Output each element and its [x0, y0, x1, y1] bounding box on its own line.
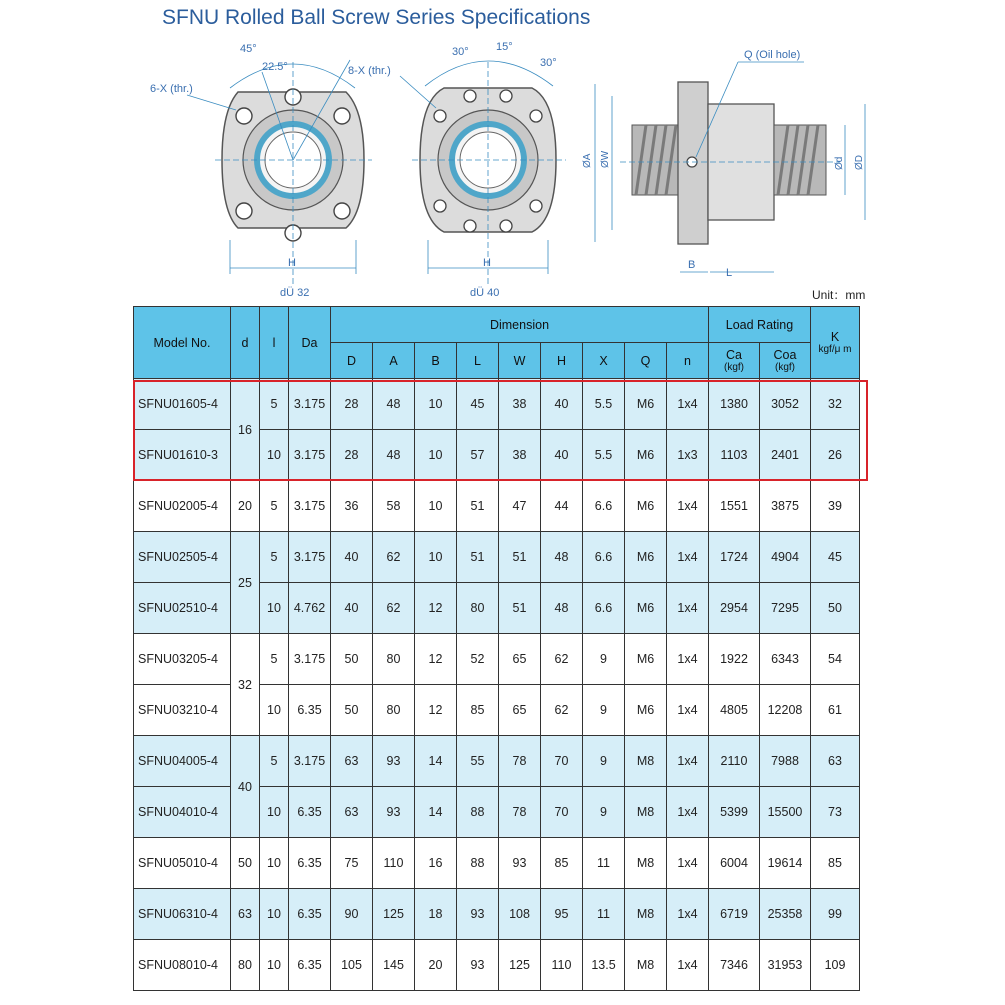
cell-x: 9: [583, 685, 625, 736]
dia-a-label: ØA: [582, 153, 593, 168]
cell-k: 61: [811, 685, 860, 736]
cell-d: 50: [331, 634, 373, 685]
cell-b: 12: [415, 685, 457, 736]
cell-l: 10: [260, 583, 289, 634]
cell-k: 73: [811, 787, 860, 838]
cell-coa: 7295: [760, 583, 811, 634]
header-dim-X: X: [583, 343, 625, 379]
header-load-rating: Load Rating: [709, 307, 811, 343]
cell-coa: 12208: [760, 685, 811, 736]
cell-n: 1x4: [667, 838, 709, 889]
cell-ca: 1551: [709, 481, 760, 532]
cell-q: M8: [625, 940, 667, 991]
cell-l: 88: [457, 838, 499, 889]
cell-da: 4.762: [289, 583, 331, 634]
cell-k: 109: [811, 940, 860, 991]
cell-b: 14: [415, 787, 457, 838]
header-dim-n: n: [667, 343, 709, 379]
cell-da: 3.175: [289, 736, 331, 787]
cell-ca: 2954: [709, 583, 760, 634]
cell-k: 99: [811, 889, 860, 940]
cell-ca: 1380: [709, 379, 760, 430]
cell-l: 51: [457, 481, 499, 532]
cell-x: 9: [583, 634, 625, 685]
cell-k: 85: [811, 838, 860, 889]
table-row: [134, 379, 860, 430]
cell-h: 48: [541, 583, 583, 634]
cell-n: 1x4: [667, 736, 709, 787]
cell-model: SFNU02505-4: [134, 532, 231, 583]
cell-l: 5: [260, 736, 289, 787]
cell-l: 51: [457, 532, 499, 583]
table-row: [134, 838, 860, 889]
header-k: [811, 307, 860, 379]
header-ca: [709, 343, 760, 379]
cell-coa: 6343: [760, 634, 811, 685]
cell-da: 3.175: [289, 481, 331, 532]
cell-q: M8: [625, 889, 667, 940]
cell-q: M8: [625, 736, 667, 787]
cell-n: 1x3: [667, 430, 709, 481]
cell-w: 78: [499, 736, 541, 787]
table-row: [134, 481, 860, 532]
cell-b: 10: [415, 481, 457, 532]
table-row: [134, 940, 860, 991]
flange-6-hole-view: [150, 43, 372, 299]
cell-l: 10: [260, 838, 289, 889]
cell-x: 6.6: [583, 583, 625, 634]
cell-model: SFNU02510-4: [134, 583, 231, 634]
header-dim-A: A: [373, 343, 415, 379]
cell-model: SFNU03210-4: [134, 685, 231, 736]
cell-l: 57: [457, 430, 499, 481]
cell-l: 93: [457, 940, 499, 991]
angle-label-22: 22.5°: [262, 61, 288, 73]
header-coa: [760, 343, 811, 379]
cell-l: 85: [457, 685, 499, 736]
header-d: d: [231, 307, 260, 379]
header-row-1: [134, 307, 860, 343]
cell-k: 39: [811, 481, 860, 532]
cell-b: 12: [415, 634, 457, 685]
cell-a: 58: [373, 481, 415, 532]
cell-d: 36: [331, 481, 373, 532]
cell-da: 6.35: [289, 685, 331, 736]
cell-coa: 7988: [760, 736, 811, 787]
cell-h: 62: [541, 685, 583, 736]
cell-w: 51: [499, 583, 541, 634]
cell-ca: 1103: [709, 430, 760, 481]
technical-drawing: [0, 32, 1005, 300]
cell-l: 10: [260, 430, 289, 481]
spec-table: [133, 306, 860, 991]
cell-d: 75: [331, 838, 373, 889]
angle-label-30b: 30°: [540, 57, 557, 69]
cell-da: 6.35: [289, 889, 331, 940]
cell-l: 10: [260, 940, 289, 991]
cell-da: 6.35: [289, 838, 331, 889]
cell-d: 25: [231, 532, 260, 634]
cell-h: 62: [541, 634, 583, 685]
cell-a: 48: [373, 379, 415, 430]
cell-d: 80: [231, 940, 260, 991]
angle-label-30a: 30°: [452, 46, 469, 58]
cell-q: M6: [625, 430, 667, 481]
cell-a: 93: [373, 736, 415, 787]
header-dim-Q: Q: [625, 343, 667, 379]
cell-q: M6: [625, 532, 667, 583]
cell-l: 5: [260, 379, 289, 430]
cell-q: M6: [625, 634, 667, 685]
cell-n: 1x4: [667, 583, 709, 634]
cell-d: 90: [331, 889, 373, 940]
cell-b: 10: [415, 379, 457, 430]
cell-n: 1x4: [667, 685, 709, 736]
cell-b: 18: [415, 889, 457, 940]
cell-ca: 7346: [709, 940, 760, 991]
cell-coa: 15500: [760, 787, 811, 838]
header-dim-B: B: [415, 343, 457, 379]
cell-d: 105: [331, 940, 373, 991]
cell-h: 85: [541, 838, 583, 889]
cell-l: 45: [457, 379, 499, 430]
cell-l: 10: [260, 889, 289, 940]
cell-k: 54: [811, 634, 860, 685]
cell-l: 10: [260, 685, 289, 736]
cell-k: 45: [811, 532, 860, 583]
cell-model: SFNU04010-4: [134, 787, 231, 838]
cell-da: 3.175: [289, 430, 331, 481]
header-model: Model No.: [134, 307, 231, 379]
cell-b: 12: [415, 583, 457, 634]
cell-x: 11: [583, 838, 625, 889]
cell-da: 3.175: [289, 379, 331, 430]
cell-l: 5: [260, 481, 289, 532]
cell-model: SFNU01605-4: [134, 379, 231, 430]
cell-d: 28: [331, 379, 373, 430]
cell-d: 63: [331, 787, 373, 838]
holes-label-6: 6-X (thr.): [150, 83, 193, 95]
cell-w: 38: [499, 379, 541, 430]
header-dim-H: H: [541, 343, 583, 379]
h-label-left: H: [288, 257, 296, 269]
cell-h: 70: [541, 787, 583, 838]
cell-da: 6.35: [289, 787, 331, 838]
cell-ca: 1724: [709, 532, 760, 583]
cell-x: 6.6: [583, 532, 625, 583]
cell-b: 10: [415, 532, 457, 583]
cell-x: 9: [583, 736, 625, 787]
cell-a: 62: [373, 583, 415, 634]
cell-l: 93: [457, 889, 499, 940]
unit-label: Unit：mm: [812, 288, 866, 302]
cell-q: M6: [625, 685, 667, 736]
cell-q: M8: [625, 787, 667, 838]
cell-h: 48: [541, 532, 583, 583]
cell-h: 95: [541, 889, 583, 940]
cell-ca: 5399: [709, 787, 760, 838]
cell-a: 80: [373, 685, 415, 736]
oil-hole-label: Q (Oil hole): [744, 49, 801, 61]
cell-w: 108: [499, 889, 541, 940]
cell-d: 20: [231, 481, 260, 532]
header-dim-D: D: [331, 343, 373, 379]
h-label-mid: H: [483, 257, 491, 269]
cell-ca: 1922: [709, 634, 760, 685]
cell-a: 62: [373, 532, 415, 583]
header-ca-unit: (kgf): [724, 362, 744, 373]
cell-q: M6: [625, 583, 667, 634]
cell-da: 6.35: [289, 940, 331, 991]
table-row: [134, 532, 860, 583]
cell-coa: 31953: [760, 940, 811, 991]
dia-w-label: ØW: [600, 150, 611, 168]
cell-n: 1x4: [667, 634, 709, 685]
cell-w: 38: [499, 430, 541, 481]
cell-d: 28: [331, 430, 373, 481]
cell-a: 48: [373, 430, 415, 481]
cell-a: 145: [373, 940, 415, 991]
cell-d: 63: [331, 736, 373, 787]
cell-d: 63: [231, 889, 260, 940]
cell-da: 3.175: [289, 532, 331, 583]
cell-h: 110: [541, 940, 583, 991]
cell-ca: 6004: [709, 838, 760, 889]
cell-q: M8: [625, 838, 667, 889]
cell-d: 50: [231, 838, 260, 889]
cell-l: 10: [260, 787, 289, 838]
cell-w: 65: [499, 634, 541, 685]
header-l: l: [260, 307, 289, 379]
cell-w: 93: [499, 838, 541, 889]
cell-l: 52: [457, 634, 499, 685]
cell-n: 1x4: [667, 481, 709, 532]
cell-d: 50: [331, 685, 373, 736]
header-coa-label: Coa: [773, 348, 797, 362]
cell-d: 40: [331, 583, 373, 634]
cell-x: 5.5: [583, 430, 625, 481]
holes-label-8: 8-X (thr.): [348, 65, 391, 77]
cell-x: 13.5: [583, 940, 625, 991]
cell-w: 78: [499, 787, 541, 838]
cell-w: 47: [499, 481, 541, 532]
cell-x: 9: [583, 787, 625, 838]
cell-model: SFNU01610-3: [134, 430, 231, 481]
cell-coa: 3875: [760, 481, 811, 532]
header-ca-label: Ca: [726, 348, 742, 362]
cell-l: 55: [457, 736, 499, 787]
header-coa-unit: (kgf): [775, 362, 795, 373]
cell-d: 16: [231, 379, 260, 481]
cell-w: 125: [499, 940, 541, 991]
l-label: L: [726, 267, 733, 279]
cell-x: 11: [583, 889, 625, 940]
cell-h: 44: [541, 481, 583, 532]
cell-k: 50: [811, 583, 860, 634]
cell-ca: 4805: [709, 685, 760, 736]
header-dimension: Dimension: [331, 307, 709, 343]
cell-n: 1x4: [667, 787, 709, 838]
cell-coa: 3052: [760, 379, 811, 430]
dia-d-small-label: Ød: [834, 156, 845, 170]
cell-coa: 4904: [760, 532, 811, 583]
b-label: B: [688, 259, 696, 271]
cell-w: 51: [499, 532, 541, 583]
cell-l: 5: [260, 634, 289, 685]
cell-n: 1x4: [667, 379, 709, 430]
dia-d-large-label: ØD: [854, 155, 865, 170]
cell-a: 80: [373, 634, 415, 685]
cell-k: 32: [811, 379, 860, 430]
cell-h: 40: [541, 430, 583, 481]
cell-l: 80: [457, 583, 499, 634]
cell-coa: 2401: [760, 430, 811, 481]
page-title: SFNU Rolled Ball Screw Series Specifications: [162, 6, 591, 29]
cell-n: 1x4: [667, 532, 709, 583]
table-row: [134, 736, 860, 787]
cell-q: M6: [625, 379, 667, 430]
cell-q: M6: [625, 481, 667, 532]
angle-label-15: 15°: [496, 41, 513, 53]
cell-model: SFNU04005-4: [134, 736, 231, 787]
cell-a: 110: [373, 838, 415, 889]
angle-label-45: 45°: [240, 43, 257, 55]
header-da: Da: [289, 307, 331, 379]
nut-side-view: [582, 49, 865, 279]
header-k-label: K: [830, 330, 840, 344]
header-dim-L: L: [457, 343, 499, 379]
cell-x: 6.6: [583, 481, 625, 532]
cell-k: 26: [811, 430, 860, 481]
cell-h: 70: [541, 736, 583, 787]
cell-n: 1x4: [667, 940, 709, 991]
cell-x: 5.5: [583, 379, 625, 430]
flange-8-hole-view: [348, 41, 566, 299]
cell-model: SFNU02005-4: [134, 481, 231, 532]
cell-a: 93: [373, 787, 415, 838]
cell-a: 125: [373, 889, 415, 940]
cell-model: SFNU06310-4: [134, 889, 231, 940]
size-label-32: dÜ 32: [280, 287, 310, 299]
cell-d: 40: [231, 736, 260, 838]
cell-b: 14: [415, 736, 457, 787]
cell-n: 1x4: [667, 889, 709, 940]
cell-ca: 6719: [709, 889, 760, 940]
cell-coa: 25358: [760, 889, 811, 940]
cell-coa: 19614: [760, 838, 811, 889]
cell-w: 65: [499, 685, 541, 736]
spec-table-body: [134, 379, 860, 991]
cell-model: SFNU03205-4: [134, 634, 231, 685]
cell-d: 32: [231, 634, 260, 736]
cell-l: 5: [260, 532, 289, 583]
header-k-unit: kgf/μ m: [818, 344, 852, 355]
header-dim-W: W: [499, 343, 541, 379]
size-label-40: dÜ 40: [470, 287, 500, 299]
cell-da: 3.175: [289, 634, 331, 685]
cell-model: SFNU05010-4: [134, 838, 231, 889]
table-row: [134, 889, 860, 940]
table-row: [134, 634, 860, 685]
cell-b: 10: [415, 430, 457, 481]
cell-h: 40: [541, 379, 583, 430]
cell-l: 88: [457, 787, 499, 838]
cell-b: 20: [415, 940, 457, 991]
cell-model: SFNU08010-4: [134, 940, 231, 991]
cell-b: 16: [415, 838, 457, 889]
cell-ca: 2110: [709, 736, 760, 787]
cell-k: 63: [811, 736, 860, 787]
cell-d: 40: [331, 532, 373, 583]
